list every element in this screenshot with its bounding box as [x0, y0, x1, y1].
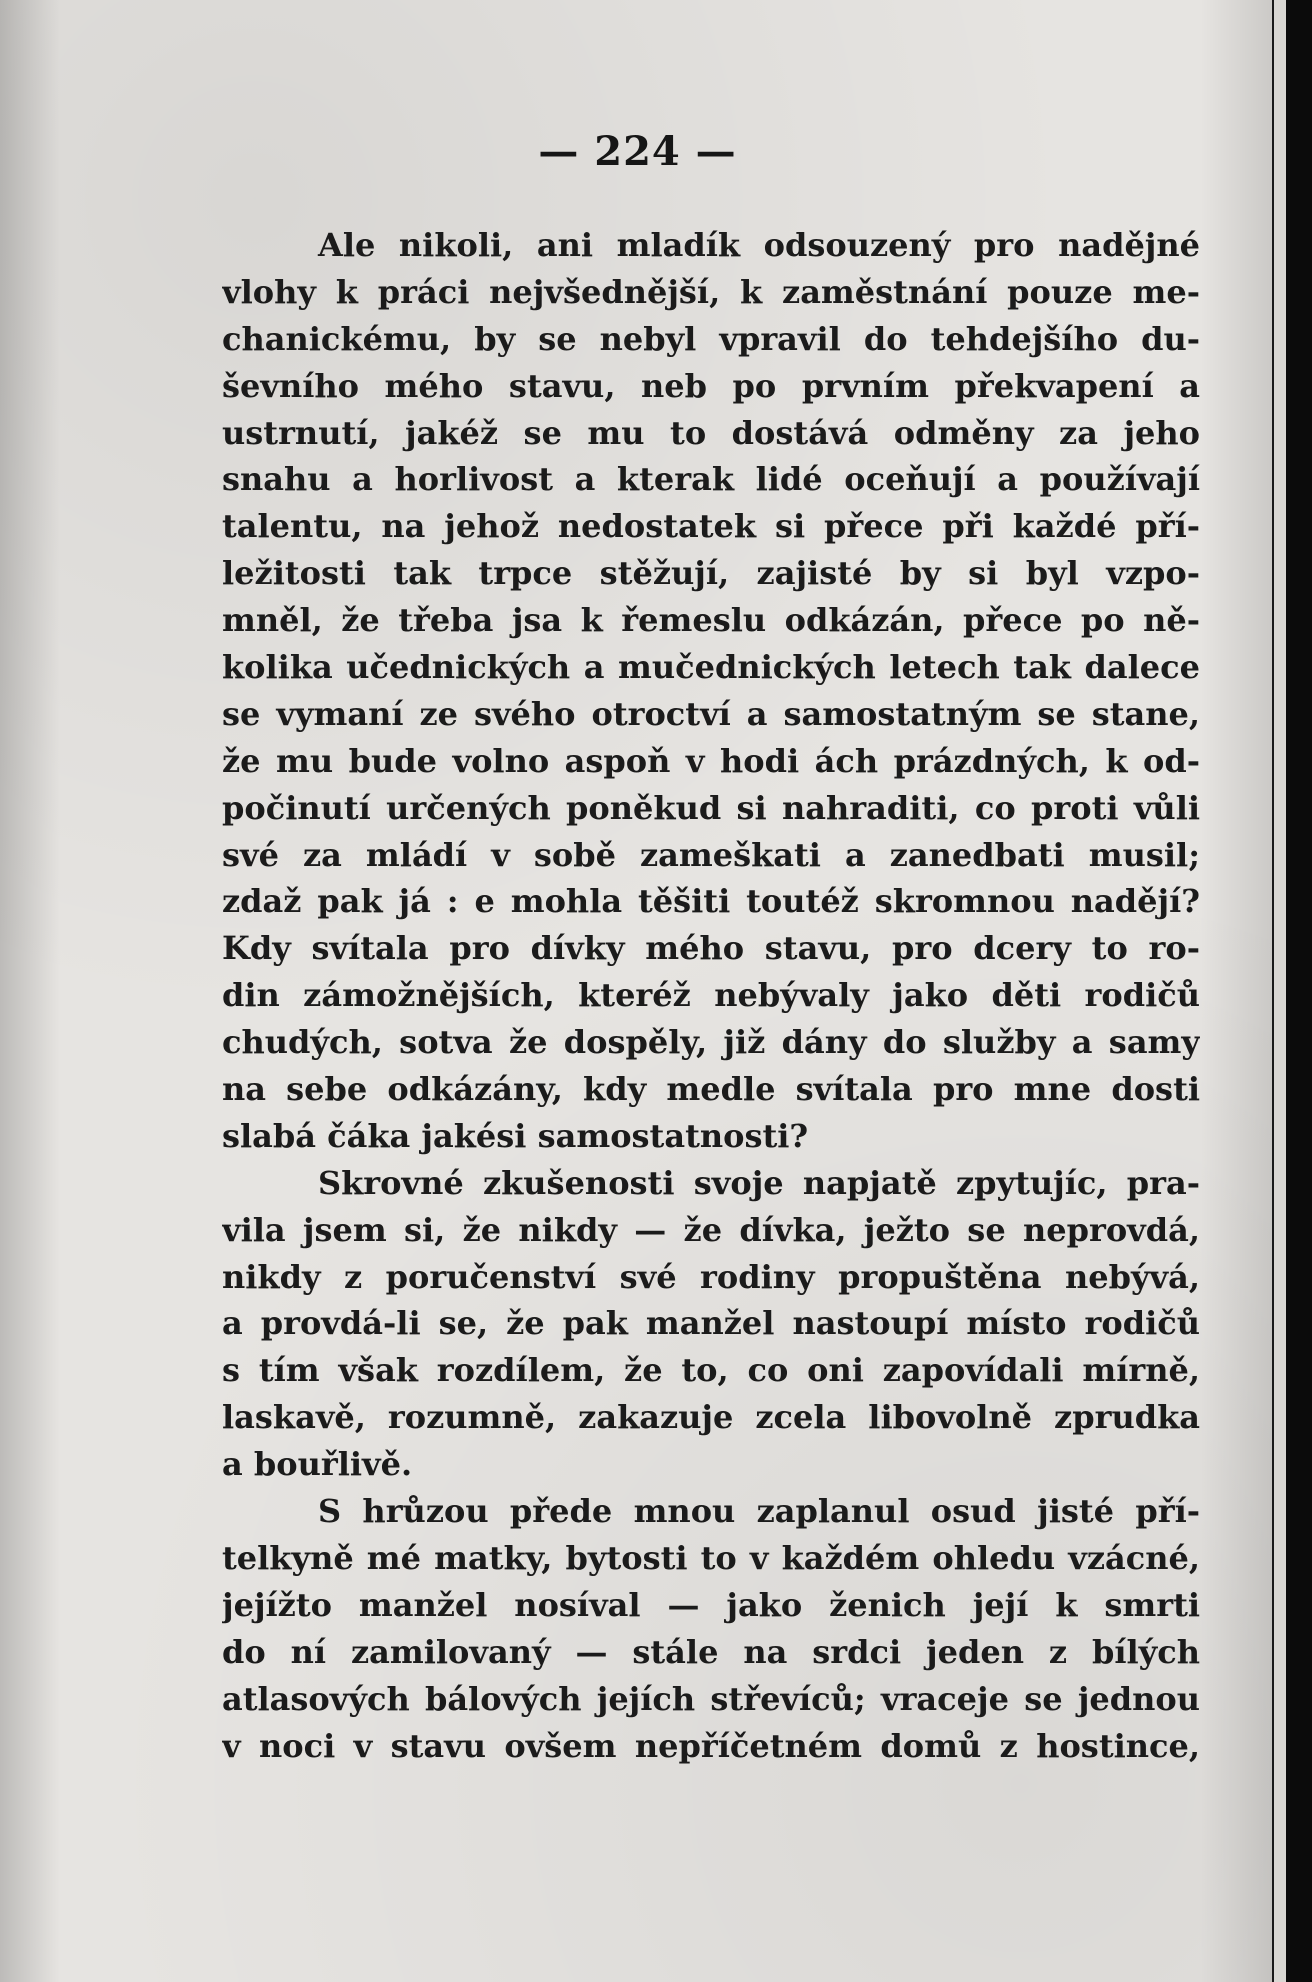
text-line: své za mládí v sobě zameškati a zanedbati musil;: [222, 835, 1200, 874]
text-line: Ale nikoli, ani mladík odsouzený pro nadějné: [318, 226, 1200, 264]
text-line: ševního mého stavu, neb po prvním překvapení a: [222, 366, 1200, 405]
text-line: laskavě, rozumně, zakazuje zcela libovolně zprudka: [222, 1398, 1200, 1437]
text-line: se vymaní ze svého otroctví a samostatným se stane,: [222, 694, 1200, 733]
text-line: Kdy svítala pro dívky mého stavu, pro dcery to ro-: [222, 929, 1200, 968]
body-text: [222, 222, 1200, 1769]
text-line: ustrnutí, jakéž se mu to dostává odměny za jeho: [222, 413, 1200, 452]
paragraph: [222, 1488, 1200, 1769]
adjacent-page-edge: [1272, 0, 1286, 1982]
text-line: telkyně mé matky, bytosti to v každém ohledu vzácné,: [222, 1538, 1200, 1577]
text-line: chudých, sotva že dospěly, již dány do služby a samy: [222, 1023, 1200, 1062]
text-line: kolika učednických a mučednických letech tak dalece: [222, 648, 1200, 687]
paragraph: [222, 1160, 1200, 1488]
text-line: nikdy z poručenství své rodiny propuštěna nebývá,: [222, 1257, 1200, 1296]
text-line: atlasových bálových jejích střevíců; vraceje se jednou: [222, 1679, 1200, 1718]
text-line: v noci v stavu ovšem nepříčetném domů z hostince,: [222, 1726, 1200, 1765]
text-line: vila jsem si, že nikdy — že dívka, ježto se neprovdá,: [222, 1210, 1200, 1249]
text-line: vlohy k práci nejvšednější, k zaměstnání pouze me-: [222, 272, 1200, 311]
text-line: talentu, na jehož nedostatek si přece při každé pří-: [222, 507, 1200, 546]
page-number: — 224 —: [538, 128, 737, 175]
text-line: do ní zamilovaný — stále na srdci jeden z bílých: [222, 1632, 1200, 1671]
text-line: chanickému, by se nebyl vpravil do tehdejšího du-: [222, 319, 1200, 358]
paragraph: [222, 222, 1200, 1160]
text-line: Skrovné zkušenosti svoje napjatě zpytujíc, pra-: [318, 1163, 1200, 1202]
text-line: S hrůzou přede mnou zaplanul osud jisté pří-: [318, 1492, 1200, 1531]
text-line: jejížto manžel nosíval — jako ženich její k smrti: [222, 1585, 1200, 1624]
text-line: že mu bude volno aspoň v hodi ách prázdných, k od-: [222, 741, 1200, 780]
text-line: mněl, že třeba jsa k řemeslu odkázán, přece po ně-: [222, 601, 1200, 640]
text-line: zdaž pak já : e mohla těšiti toutéž skromnou nadějí?: [222, 882, 1200, 921]
text-line: a bouřlivě.: [222, 1445, 413, 1484]
text-line: slabá čáka jakési samostatnosti?: [222, 1116, 809, 1155]
text-line: s tím však rozdílem, že to, co oni zapovídali mírně,: [222, 1351, 1200, 1390]
text-line: snahu a horlivost a kterak lidé oceňují a používají: [222, 460, 1200, 499]
text-line: ležitosti tak trpce stěžují, zajisté by si byl vzpo-: [222, 554, 1200, 593]
text-line: a provdá-li se, že pak manžel nastoupí místo rodičů: [222, 1304, 1200, 1343]
text-line: din zámožnějších, kteréž nebývaly jako děti rodičů: [222, 976, 1200, 1015]
text-line: na sebe odkázány, kdy medle svítala pro mne dosti: [222, 1070, 1200, 1109]
text-line: počinutí určených poněkud si nahraditi, co proti vůli: [222, 788, 1200, 827]
